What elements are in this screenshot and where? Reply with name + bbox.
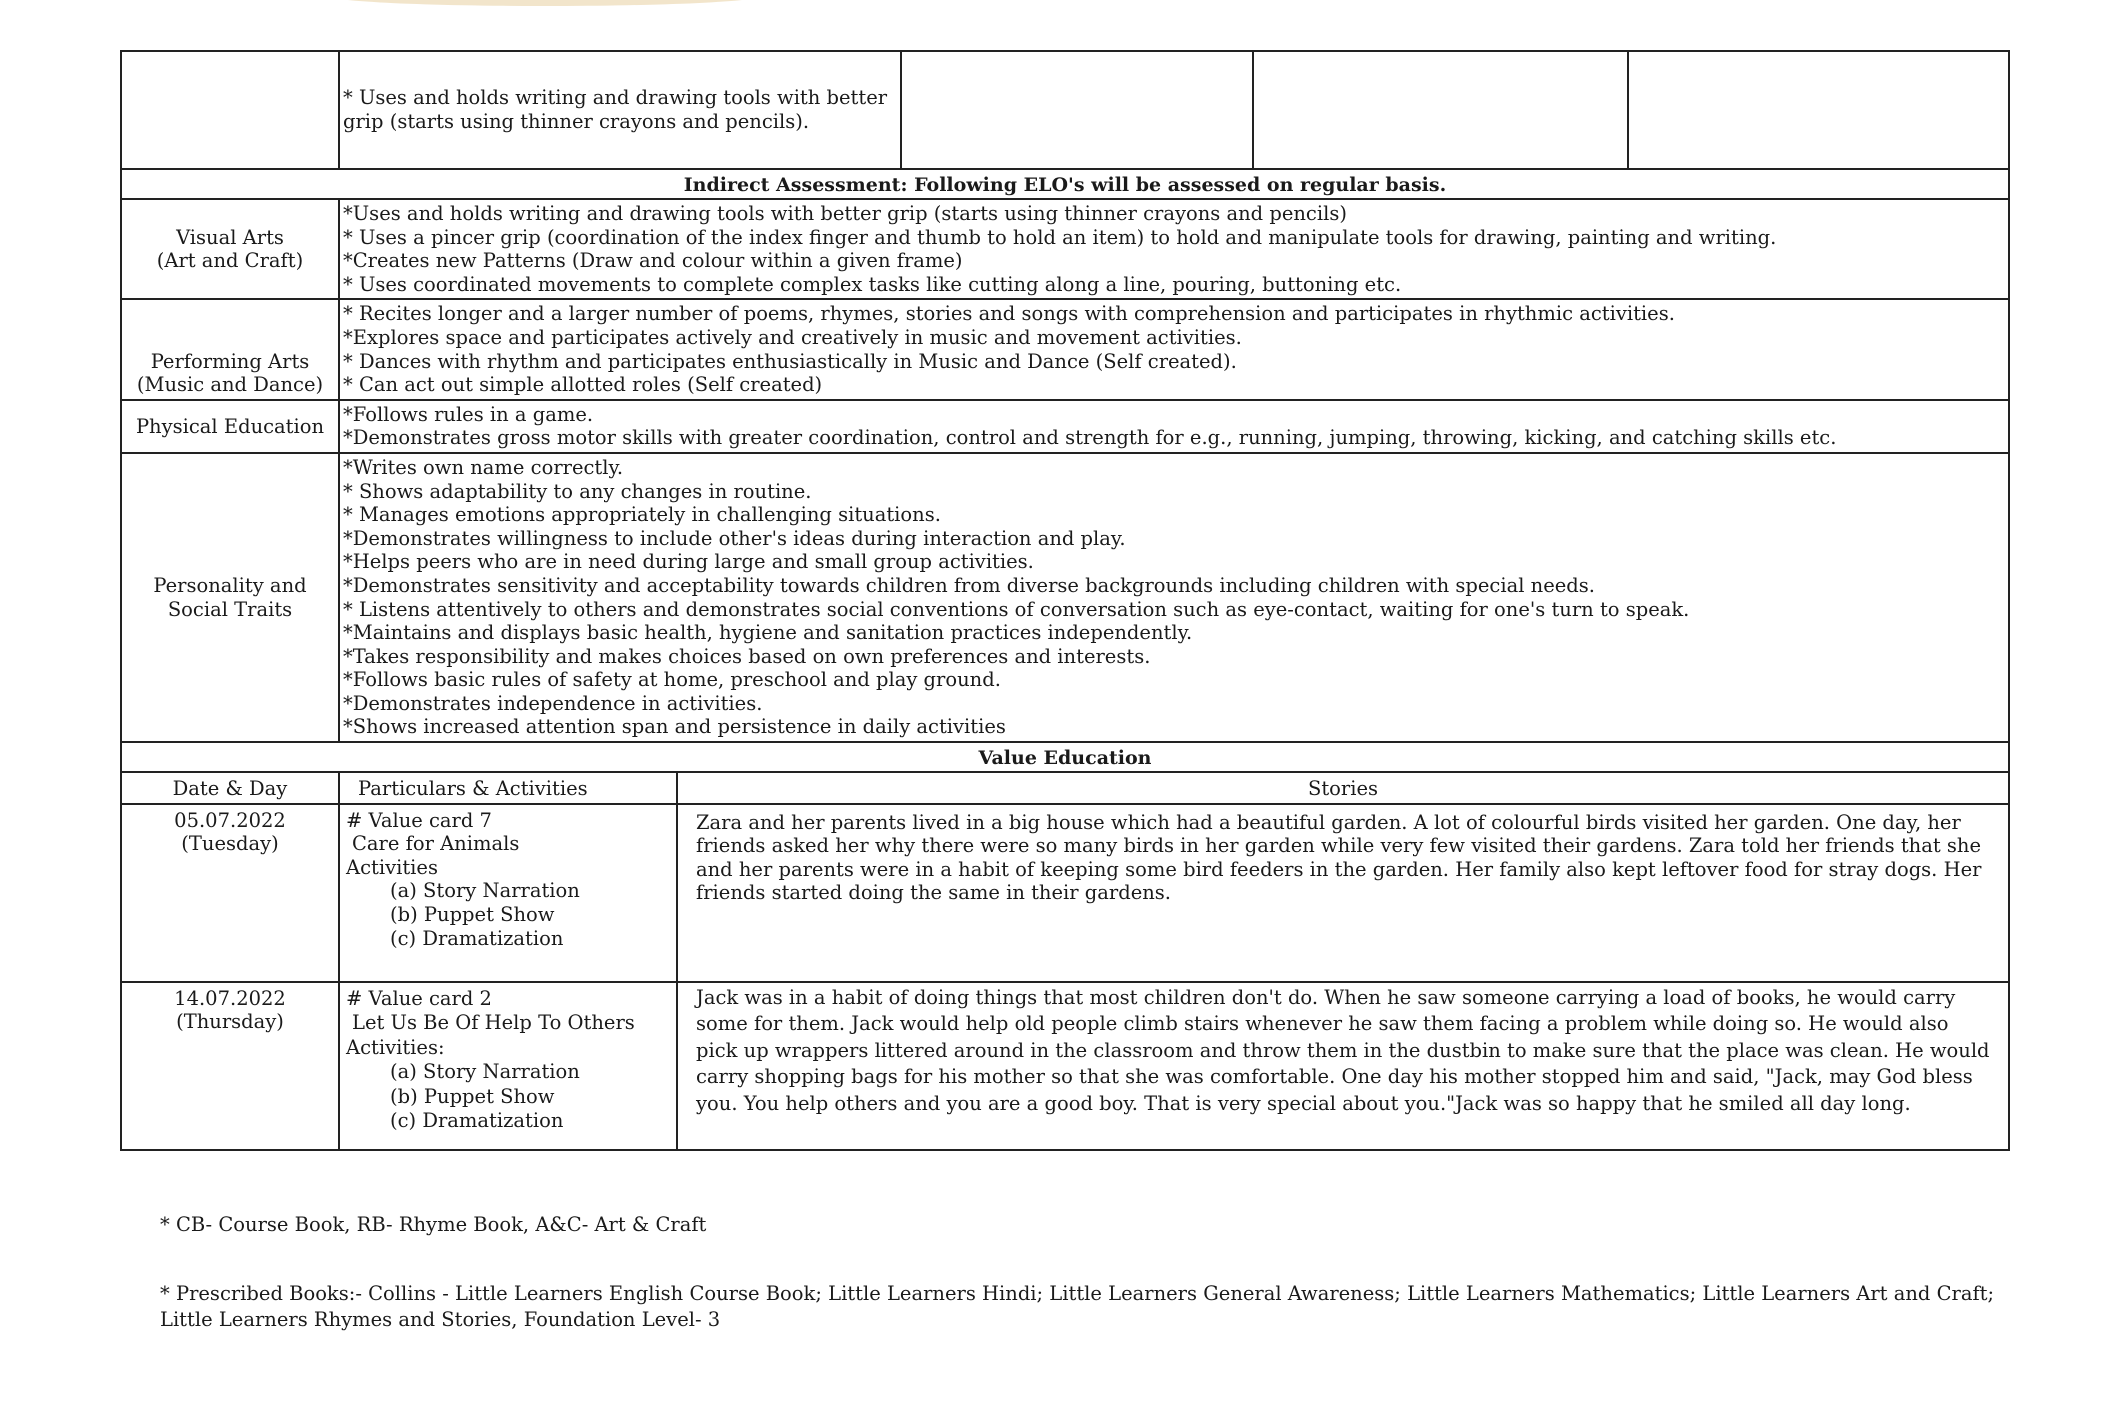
header-date-day: Date & Day — [121, 772, 339, 804]
elo-list — [339, 453, 2009, 742]
value-card-title: Let Us Be Of Help To Others — [352, 1011, 635, 1035]
empty-cell — [1628, 51, 2009, 169]
elo-item: *Explores space and participates actively and creatively in music and movement activities. — [343, 325, 1242, 349]
abbreviations-footnote: * CB- Course Book, RB- Rhyme Book, A&C- Art & Craft — [160, 1213, 707, 1236]
activity-item: (c) Dramatization — [390, 926, 564, 950]
activity-item: (b) Puppet Show — [390, 903, 555, 927]
area-label: Performing Arts (Music and Dance) — [121, 299, 339, 399]
empty-cell — [1253, 51, 1628, 169]
elo-item: * Uses coordinated movements to complete complex tasks like cutting along a line, pouring, buttoning etc. — [343, 272, 1402, 296]
elo-list — [339, 299, 2009, 399]
elo-item: *Maintains and displays basic health, hygiene and sanitation practices independently. — [343, 621, 1193, 645]
value-row — [121, 982, 2009, 1150]
activity-item: (c) Dramatization — [390, 1109, 564, 1133]
elo-item: *Demonstrates willingness to include other's ideas during interaction and play. — [343, 526, 1126, 550]
elo-item: * Listens attentively to others and demonstrates social conventions of conversation such as eye-contact, waiting for one's turn to speak. — [343, 597, 1690, 621]
assessment-row-personality — [121, 453, 2009, 742]
elo-item: *Takes responsibility and makes choices based on own preferences and interests. — [343, 644, 1151, 668]
continuation-text: * Uses and holds writing and drawing tools with better grip (starts using thinner crayons and pencils). — [343, 86, 888, 133]
elo-item: *Helps peers who are in need during large and small group activities. — [343, 550, 1034, 574]
day: (Tuesday) — [181, 832, 279, 856]
elo-item: *Creates new Patterns (Draw and colour within a given frame) — [343, 249, 963, 273]
activities-label: Activities — [346, 855, 438, 879]
elo-item: * Shows adaptability to any changes in routine. — [343, 479, 812, 503]
day: (Thursday) — [176, 1010, 284, 1034]
elo-list — [339, 400, 2009, 453]
assessment-row-visual-arts — [121, 199, 2009, 299]
paper-smudge — [330, 0, 760, 6]
elo-item: * Dances with rhythm and participates enthusiastically in Music and Dance (Self created). — [343, 349, 1237, 373]
elo-item: *Writes own name correctly. — [343, 455, 624, 479]
value-education-header-row — [121, 772, 2009, 804]
elo-item: *Uses and holds writing and drawing tools with better grip (starts using thinner crayons and pencils) — [343, 202, 1347, 225]
activity-item: (b) Puppet Show — [390, 1084, 555, 1108]
document — [120, 50, 2008, 1151]
elo-item: *Follows rules in a game. — [343, 402, 594, 426]
elo-item: *Follows basic rules of safety at home, preschool and play ground. — [343, 668, 1001, 692]
area-label: Physical Education — [121, 400, 339, 453]
empty-label-cell — [121, 51, 339, 169]
assessment-row-physical-education — [121, 400, 2009, 453]
story-cell — [677, 804, 2009, 982]
indirect-assessment-heading: Indirect Assessment: Following ELO's will be assessed on regular basis. — [121, 169, 2009, 199]
curriculum-table — [120, 50, 2010, 1151]
elo-item: * Uses a pincer grip (coordination of the index finger and thumb to hold an item) to hold and manipulate tools for drawing, painting and writing. — [343, 225, 1777, 249]
header-particulars: Particulars & Activities — [339, 772, 677, 804]
value-education-heading: Value Education — [121, 742, 2009, 772]
header-stories: Stories — [677, 772, 2009, 804]
value-card-title: Care for Animals — [352, 832, 520, 856]
particulars-cell — [339, 982, 677, 1150]
assessment-row-performing-arts — [121, 299, 2009, 399]
elo-item: * Can act out simple allotted roles (Self created) — [343, 373, 823, 397]
value-card: # Value card 7 — [346, 808, 492, 832]
value-card: # Value card 2 — [346, 986, 492, 1010]
value-education-heading-row — [121, 742, 2009, 772]
elo-list — [339, 199, 2009, 299]
story-text: Jack was in a habit of doing things that most children don't do. When he saw someone carrying a load of books, he would carry some for them. Jack would help old people climb stairs whenever he saw them facing a problem while doing so. He would also pick up wrappers littered around in the classroom and throw them in the dustbin to make sure that the place was clean. He would carry shopping bags for his mother so that she was comfortable. One day his mother stopped him and said, "Jack, may God bless you. You help others and you are a good boy. That is very special about you."Jack was so happy that he smiled all day long. — [696, 985, 1990, 1115]
prescribed-books-footnote: * Prescribed Books:- Collins - Little Learners English Course Book; Little Learners Hindi; Little Learners General Awareness; Little Learners Mathematics; Little Learners Art and Craft; Little Learners Rhymes and Stories, Foundation Level- 3 — [160, 1282, 1995, 1331]
continuation-text-cell — [339, 51, 901, 169]
elo-item: *Demonstrates gross motor skills with greater coordination, control and strength for e.g., running, jumping, throwing, kicking, and catching skills etc. — [343, 426, 1837, 450]
continuation-row — [121, 51, 2009, 169]
date: 05.07.2022 — [174, 808, 286, 832]
elo-item: *Shows increased attention span and persistence in daily activities — [343, 715, 1006, 739]
activities-label: Activities: — [346, 1035, 445, 1059]
area-label: Visual Arts (Art and Craft) — [121, 199, 339, 299]
elo-item: *Demonstrates independence in activities. — [343, 691, 763, 715]
indirect-assessment-heading-row — [121, 169, 2009, 199]
elo-item: *Demonstrates sensitivity and acceptability towards children from diverse backgrounds including children with special needs. — [343, 573, 1595, 597]
area-label: Personality and Social Traits — [121, 453, 339, 742]
date-cell — [121, 982, 339, 1150]
story-text: Zara and her parents lived in a big house which had a beautiful garden. A lot of colourful birds visited her garden. One day, her friends asked her why there were so many birds in her garden while very few visited their gardens. Zara told her friends that she and her parents were in a habit of keeping some bird feeders in the garden. Her family also kept leftover food for stray dogs. Her friends started doing the same in their gardens. — [696, 810, 1982, 905]
activity-item: (a) Story Narration — [390, 879, 580, 903]
activity-item: (a) Story Narration — [390, 1060, 580, 1084]
date-cell — [121, 804, 339, 982]
date: 14.07.2022 — [174, 986, 286, 1010]
elo-item: * Recites longer and a larger number of poems, rhymes, stories and songs with comprehension and participates in rhythmic activities. — [343, 302, 1675, 326]
value-row — [121, 804, 2009, 982]
elo-item: * Manages emotions appropriately in challenging situations. — [343, 503, 941, 527]
empty-cell — [901, 51, 1253, 169]
particulars-cell — [339, 804, 677, 982]
story-cell — [677, 982, 2009, 1150]
